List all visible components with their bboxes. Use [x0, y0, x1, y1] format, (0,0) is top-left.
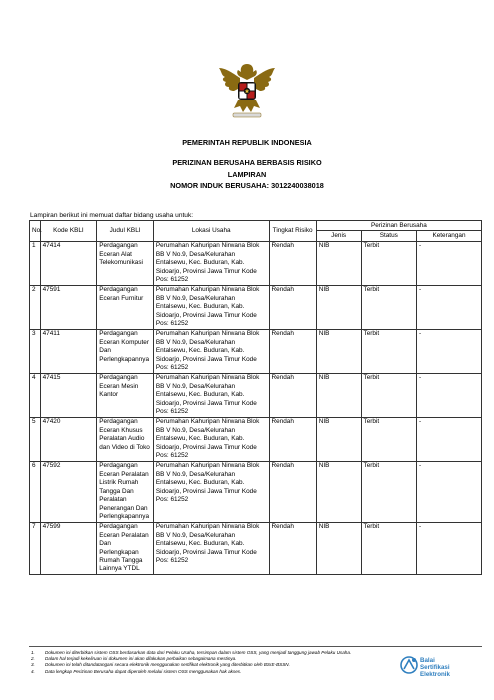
row-tingkat-risiko: Rendah: [269, 522, 316, 574]
row-judul-kbli: Perdagangan Eceran Peralatan Listrik Rumah Tangga Dan Peralatan Penerangan Dan Perlengkapannya: [97, 461, 154, 522]
row-keterangan: -: [417, 241, 482, 285]
row-kode-kbli: 47414: [40, 241, 97, 285]
table-row: [30, 373, 482, 417]
footnote: 3. Dokumen ini telah ditandatangani secara elektronik menggunakan sertifikat elektronik yang diterbitkan oleh BSrE-BSSN.: [31, 662, 290, 668]
row-lokasi-usaha: Perumahan Kahuripan Nirwana Blok BB V No.9, Desa/Kelurahan Entalsewu, Kec. Buduran, Kab. Sidoarjo, Provinsi Jawa Timur Kode Pos: 61252: [153, 329, 269, 373]
header-keterangan: Keterangan: [417, 231, 482, 241]
row-tingkat-risiko: Rendah: [269, 417, 316, 461]
row-kode-kbli: 47599: [40, 522, 97, 574]
row-status: Terbit: [361, 461, 416, 522]
header-perizinan-berusaha: Perizinan Berusaha: [316, 221, 481, 231]
table-row: [30, 461, 482, 522]
footnote: 4. Data lengkap Perizinan Berusaha dapat diperoleh melalui sistem OSS menggunakan hak akses.: [31, 668, 242, 674]
row-lokasi-usaha: Perumahan Kahuripan Nirwana Blok BB V No.9, Desa/Kelurahan Entalsewu, Kec. Buduran, Kab. Sidoarjo, Provinsi Jawa Timur Kode Pos: 61252: [153, 522, 269, 574]
header-lokasi-usaha: Lokasi Usaha: [153, 221, 269, 242]
table-row: [30, 329, 482, 373]
intro-text: Lampiran berikut ini memuat daftar bidang usaha untuk:: [30, 212, 194, 219]
row-jenis: NIB: [316, 373, 361, 417]
header-kode-kbli: Kode KBLI: [40, 221, 97, 242]
government-name: PEMERINTAH REPUBLIK INDONESIA: [182, 138, 312, 147]
bsre-line3: Elektronik: [420, 670, 450, 678]
row-no: 5: [30, 417, 41, 461]
row-status: Terbit: [361, 241, 416, 285]
bsre-line2: Sertifikasi: [420, 663, 450, 671]
table-row: [30, 522, 482, 574]
header-no: No.: [30, 221, 41, 242]
row-keterangan: -: [417, 522, 482, 574]
row-no: 7: [30, 522, 41, 574]
row-judul-kbli: Perdagangan Eceran Mesin Kantor: [97, 373, 154, 417]
row-no: 3: [30, 329, 41, 373]
row-no: 6: [30, 461, 41, 522]
row-keterangan: -: [417, 461, 482, 522]
row-judul-kbli: Perdagangan Eceran Khusus Peralatan Audio dan Video di Toko: [97, 417, 154, 461]
row-kode-kbli: 47415: [40, 373, 97, 417]
row-status: Terbit: [361, 329, 416, 373]
row-lokasi-usaha: Perumahan Kahuripan Nirwana Blok BB V No.9, Desa/Kelurahan Entalsewu, Kec. Buduran, Kab. Sidoarjo, Provinsi Jawa Timur Kode Pos: 61252: [153, 461, 269, 522]
table-row: [30, 241, 482, 285]
row-kode-kbli: 47411: [40, 329, 97, 373]
row-tingkat-risiko: Rendah: [269, 373, 316, 417]
row-kode-kbli: 47591: [40, 285, 97, 329]
row-status: Terbit: [361, 285, 416, 329]
footnote: 1. Dokumen ini diterbitkan sistem OSS berdasarkan data dari Pelaku Usaha, tersimpan dalam sistem OSS, yang menjadi tanggung jawab Pelaku Usaha.: [31, 650, 352, 655]
header-status: Status: [361, 231, 416, 241]
row-judul-kbli: Perdagangan Eceran Furnitur: [97, 285, 154, 329]
row-status: Terbit: [361, 417, 416, 461]
row-kode-kbli: 47592: [40, 461, 97, 522]
document-title: PERIZINAN BERUSAHA BERBASIS RISIKO: [172, 158, 322, 167]
row-jenis: NIB: [316, 241, 361, 285]
row-tingkat-risiko: Rendah: [269, 285, 316, 329]
row-lokasi-usaha: Perumahan Kahuripan Nirwana Blok BB V No.9, Desa/Kelurahan Entalsewu, Kec. Buduran, Kab. Sidoarjo, Provinsi Jawa Timur Kode Pos: 61252: [153, 241, 269, 285]
row-status: Terbit: [361, 522, 416, 574]
row-lokasi-usaha: Perumahan Kahuripan Nirwana Blok BB V No.9, Desa/Kelurahan Entalsewu, Kec. Buduran, Kab. Sidoarjo, Provinsi Jawa Timur Kode Pos: 61252: [153, 285, 269, 329]
row-jenis: NIB: [316, 417, 361, 461]
row-judul-kbli: Perdagangan Eceran Alat Telekomunikasi: [97, 241, 154, 285]
row-lokasi-usaha: Perumahan Kahuripan Nirwana Blok BB V No.9, Desa/Kelurahan Entalsewu, Kec. Buduran, Kab. Sidoarjo, Provinsi Jawa Timur Kode Pos: 61252: [153, 417, 269, 461]
business-fields-table: [29, 220, 482, 575]
row-no: 1: [30, 241, 41, 285]
footnotes: [31, 650, 391, 675]
header-tingkat-risiko: Tingkat Risiko: [269, 221, 316, 242]
row-jenis: NIB: [316, 285, 361, 329]
row-tingkat-risiko: Rendah: [269, 329, 316, 373]
row-status: Terbit: [361, 373, 416, 417]
table-row: [30, 417, 482, 461]
header-jenis: Jenis: [316, 231, 361, 241]
row-tingkat-risiko: Rendah: [269, 461, 316, 522]
row-jenis: NIB: [316, 329, 361, 373]
row-judul-kbli: Perdagangan Eceran Peralatan Dan Perlengkapan Rumah Tangga Lainnya YTDL: [97, 522, 154, 574]
footer-divider: [29, 646, 482, 647]
row-no: 2: [30, 285, 41, 329]
bsre-logo: [400, 654, 484, 686]
row-keterangan: -: [417, 417, 482, 461]
row-judul-kbli: Perdagangan Eceran Komputer Dan Perlengkapannya: [97, 329, 154, 373]
table-row: [30, 285, 482, 329]
header-judul-kbli: Judul KBLI: [97, 221, 154, 242]
row-tingkat-risiko: Rendah: [269, 241, 316, 285]
document-subtitle: LAMPIRAN: [227, 170, 267, 179]
bsre-mark-icon: [400, 654, 418, 676]
footnote: 2. Dalam hal terjadi kekeliruan isi dokumen ini akan dilakukan perbaikan sebagaimana mestinya.: [31, 656, 237, 662]
row-no: 4: [30, 373, 41, 417]
nib-number: NOMOR INDUK BERUSAHA: 3012240038018: [170, 181, 324, 190]
row-keterangan: -: [417, 373, 482, 417]
row-jenis: NIB: [316, 522, 361, 574]
row-lokasi-usaha: Perumahan Kahuripan Nirwana Blok BB V No.9, Desa/Kelurahan Entalsewu, Kec. Buduran, Kab. Sidoarjo, Provinsi Jawa Timur Kode Pos: 61252: [153, 373, 269, 417]
row-jenis: NIB: [316, 461, 361, 522]
garuda-emblem-icon: [216, 58, 278, 120]
row-keterangan: -: [417, 329, 482, 373]
bsre-line1: Balai: [420, 657, 435, 664]
row-kode-kbli: 47420: [40, 417, 97, 461]
row-keterangan: -: [417, 285, 482, 329]
